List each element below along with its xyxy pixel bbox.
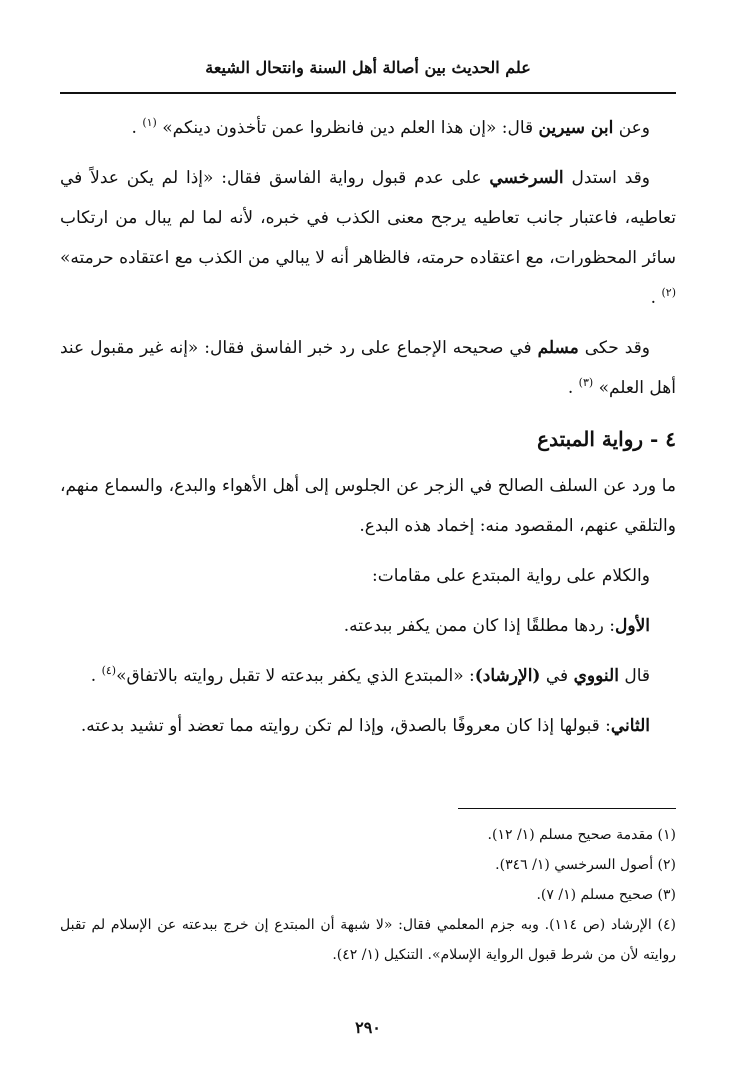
paragraph-maqamat: والكلام على رواية المبتدع على مقامات: xyxy=(371,566,650,586)
book-page xyxy=(60,0,676,1075)
section-heading: ٤ - رواية المبتدع xyxy=(537,427,676,451)
paragraph-first: الأول: ردها مطلقًا إذا كان ممن يكفر ببدعته. xyxy=(343,616,650,636)
footnote-ref-2[interactable]: (٢) xyxy=(661,286,676,299)
footnote-2: (٢) أصول السرخسي (١/ ٣٤٦). xyxy=(495,857,676,873)
footnote-rule xyxy=(458,808,676,809)
footnote-3: (٣) صحيح مسلم (١/ ٧). xyxy=(536,887,676,903)
footnote-4: (٤) الإرشاد (ص ١١٤). وبه جزم المعلمي فقال: «لا شبهة أن المبتدع إن خرج ببدعته عن الإسلام لم تقبل روايته لأن من شرط قبول الرواية الإسلام». التنكيل (١/ ٤٢). xyxy=(60,917,677,963)
paragraph-second: الثاني: قبولها إذا كان معروفًا بالصدق، وإذا لم تكن روايته مما تعضد أو تشيد بدعته. xyxy=(80,716,650,736)
page-number: ٢٩٠ xyxy=(355,1018,381,1037)
footnote-ref-1[interactable]: (١) xyxy=(142,116,157,129)
paragraph-nawawi: قال النووي في (الإرشاد): «المبتدع الذي يكفر ببدعته لا تقبل روايته بالاتفاق»$^{(٤)}$ . xyxy=(90,664,650,686)
paragraph-salaf: ما ورد عن السلف الصالح في الزجر عن الجلوس إلى أهل الأهواء والبدع، والسماع منهم، والتلقي عنهم، المقصود منه: إخماد هذه البدع. xyxy=(60,476,676,536)
footnote-ref-3[interactable]: (٣) xyxy=(578,376,594,389)
label-second: الثاني xyxy=(610,716,650,736)
name-sarakhsi: السرخسي xyxy=(489,168,564,188)
footnote-1: (١) مقدمة صحيح مسلم (١/ ١٢). xyxy=(487,827,676,843)
label-first: الأول xyxy=(615,616,650,636)
book-irshad: (الإرشاد) xyxy=(474,666,541,686)
paragraph-ibn-sirin: وعن ابن سيرين قال: «إن هذا العلم دين فانظروا عمن تأخذون دينكم» $^{(١)}$ . xyxy=(131,116,650,138)
footnotes xyxy=(60,820,676,970)
header-rule xyxy=(60,92,676,94)
paragraph-muslim: وقد حكى مسلم في صحيحه الإجماع على رد خبر الفاسق فقال: «إنه غير مقبول عند أهل العلم» $^{(٣)}$ . xyxy=(60,338,676,398)
footnote-ref-4[interactable]: (٤) xyxy=(101,664,117,677)
name-muslim: مسلم xyxy=(537,338,579,358)
name-nawawi: النووي xyxy=(573,666,619,686)
running-head: علم الحديث بين أصالة أهل السنة وانتحال الشيعة xyxy=(205,58,531,77)
name-ibn-sirin: ابن سيرين xyxy=(538,118,614,138)
paragraph-sarakhsi: وقد استدل السرخسي على عدم قبول رواية الفاسق فقال: «إذا لم يكن عدلاً في تعاطيه، فاعتبار جانب تعاطيه يرجح معنى الكذب في خبره، لأنه لما لم يبال من ارتكاب سائر المحظورات، مع اعتقاده حرمته، فالظاهر أنه لا يبالي من الكذب مع اعتقاده حرمته» $^{(٢)}$ . xyxy=(60,168,676,308)
body-text xyxy=(60,108,676,756)
